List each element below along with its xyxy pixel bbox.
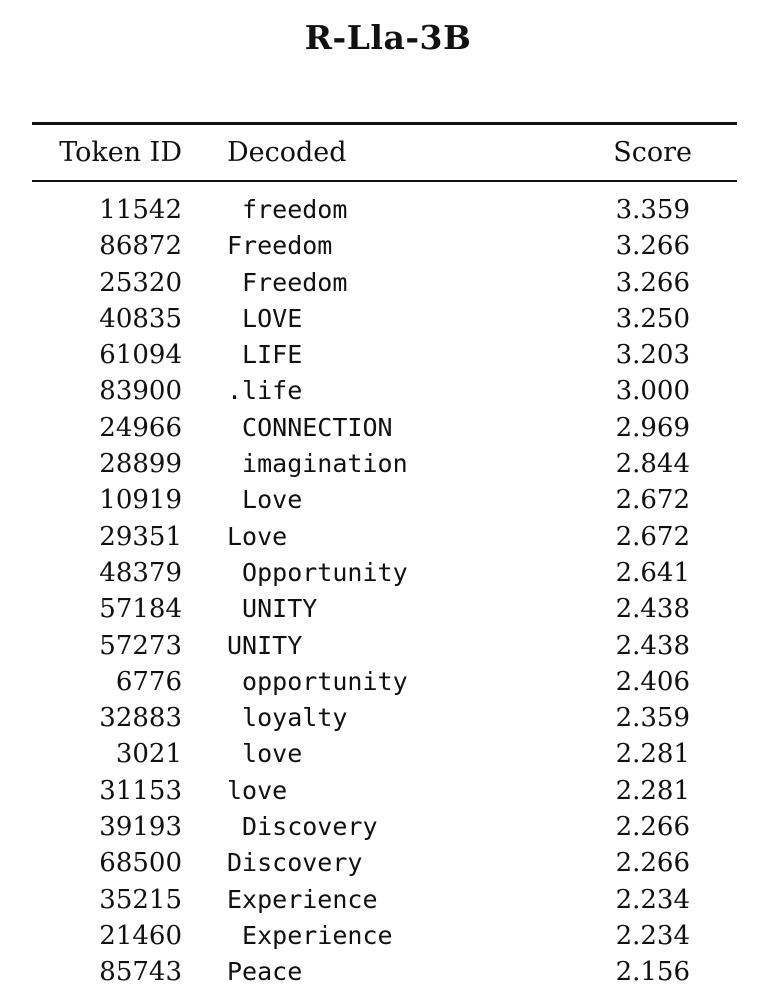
table-row [0, 410, 776, 446]
token-id-cell: 83900 [99, 376, 182, 407]
decoded-cell: Love [227, 485, 303, 515]
score-cell: 3.203 [615, 340, 690, 371]
table-row [0, 918, 776, 954]
table-row [0, 628, 776, 664]
token-id-cell: 40835 [99, 303, 182, 334]
decoded-cell: Discovery [227, 812, 378, 842]
header-token-id: Token ID [59, 137, 182, 168]
score-cell: 2.672 [615, 521, 690, 552]
table-body [0, 192, 776, 991]
token-id-cell: 68500 [99, 848, 182, 879]
decoded-cell: Freedom [227, 267, 348, 297]
token-id-cell: 10919 [99, 485, 182, 516]
score-cell: 2.156 [615, 957, 690, 988]
table-title: R-Lla-3B [304, 18, 472, 57]
decoded-cell: Freedom [227, 231, 333, 261]
token-id-cell: 21460 [99, 920, 182, 951]
score-cell: 3.359 [615, 195, 690, 225]
table-row [0, 446, 776, 482]
score-cell: 2.438 [615, 594, 690, 625]
header-score: Score [613, 137, 692, 168]
top-rule [32, 122, 737, 125]
decoded-cell: Experience [227, 920, 393, 950]
token-id-cell: 6776 [115, 666, 182, 697]
table-row [0, 591, 776, 627]
score-cell: 2.844 [615, 449, 690, 480]
token-id-cell: 11542 [99, 195, 182, 225]
score-cell: 2.641 [615, 557, 690, 588]
token-id-cell: 48379 [99, 557, 182, 588]
token-id-cell: 35215 [99, 884, 182, 915]
table-row [0, 664, 776, 700]
decoded-cell: CONNECTION [227, 412, 393, 442]
token-id-cell: 57273 [99, 630, 182, 661]
decoded-cell: love [227, 739, 303, 769]
header-rule [32, 180, 737, 182]
decoded-cell: opportunity [227, 666, 408, 696]
token-id-cell: 86872 [99, 231, 182, 262]
token-id-cell: 57184 [99, 594, 182, 625]
score-cell: 2.281 [615, 775, 690, 806]
score-cell: 2.266 [615, 848, 690, 879]
decoded-cell: freedom [227, 195, 348, 224]
table-row [0, 228, 776, 264]
table-row [0, 954, 776, 990]
table-row [0, 337, 776, 373]
table-row [0, 482, 776, 518]
score-cell: 3.266 [615, 267, 690, 298]
table-row [0, 882, 776, 918]
token-id-cell: 85743 [99, 957, 182, 988]
token-id-cell: 24966 [99, 412, 182, 443]
token-id-cell: 29351 [99, 521, 182, 552]
token-id-cell: 25320 [99, 267, 182, 298]
table-row [0, 700, 776, 736]
decoded-cell: Discovery [227, 848, 363, 878]
decoded-cell: love [227, 775, 288, 805]
table-row [0, 265, 776, 301]
score-cell: 2.266 [615, 812, 690, 843]
score-cell: 2.234 [615, 920, 690, 951]
decoded-cell: LOVE [227, 303, 303, 333]
decoded-cell: Peace [227, 957, 303, 987]
score-cell: 3.266 [615, 231, 690, 262]
decoded-cell: UNITY [227, 630, 303, 660]
token-id-cell: 32883 [99, 703, 182, 734]
table-row [0, 192, 776, 228]
score-cell: 2.359 [615, 703, 690, 734]
score-cell: 2.969 [615, 412, 690, 443]
token-id-cell: 61094 [99, 340, 182, 371]
decoded-cell: Experience [227, 884, 378, 914]
decoded-cell: LIFE [227, 340, 303, 370]
decoded-cell: Opportunity [227, 557, 408, 587]
score-cell: 2.406 [615, 666, 690, 697]
table-row [0, 773, 776, 809]
score-cell: 3.000 [615, 376, 690, 407]
decoded-cell: UNITY [227, 594, 318, 624]
score-cell: 3.250 [615, 303, 690, 334]
decoded-cell: Love [227, 521, 288, 551]
score-cell: 2.234 [615, 884, 690, 915]
token-id-cell: 28899 [99, 449, 182, 480]
table-row [0, 555, 776, 591]
table-row [0, 519, 776, 555]
score-cell: 2.672 [615, 485, 690, 516]
table-row [0, 845, 776, 881]
decoded-cell: imagination [227, 449, 408, 479]
token-id-cell: 3021 [115, 739, 182, 770]
table-row [0, 301, 776, 337]
score-cell: 2.438 [615, 630, 690, 661]
table-row [0, 736, 776, 772]
score-cell: 2.281 [615, 739, 690, 770]
decoded-cell: loyalty [227, 703, 348, 733]
token-id-cell: 31153 [99, 775, 182, 806]
table-row [0, 373, 776, 409]
token-id-cell: 39193 [99, 812, 182, 843]
decoded-cell: .life [227, 376, 303, 406]
table-row [0, 809, 776, 845]
header-decoded: Decoded [227, 137, 347, 168]
